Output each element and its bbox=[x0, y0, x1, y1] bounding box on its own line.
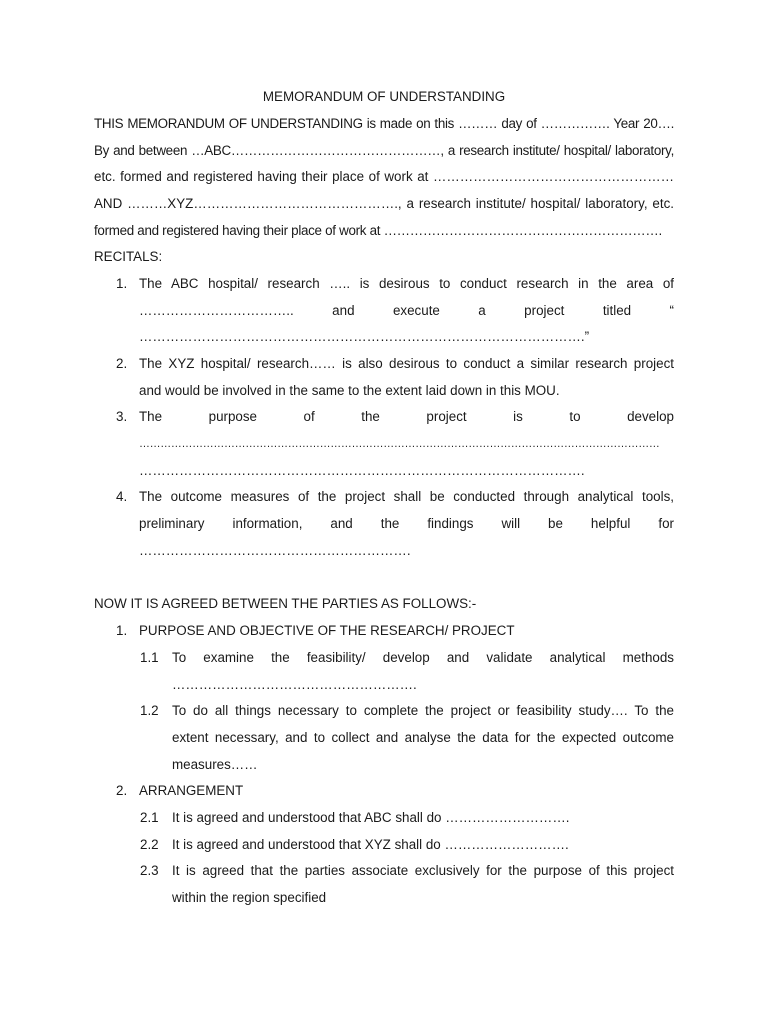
clause-line: within the region specified bbox=[172, 890, 327, 905]
recital-line: ……………………………………………………. bbox=[139, 543, 411, 558]
intro-line: formed and registered having their place of work at ………………………………………………………. bbox=[94, 223, 662, 238]
clause-line: It is agreed that the parties associate exclusively for the purpose of this project bbox=[172, 863, 674, 878]
clause-number: 1.2 bbox=[140, 703, 159, 718]
clause-line: It is agreed and understood that XYZ shall do ………………………. bbox=[172, 837, 569, 852]
clause-line: measures…… bbox=[172, 757, 258, 772]
recital-line: ………………………………………………………………………………………. bbox=[139, 463, 585, 478]
clause-number: 2.2 bbox=[140, 837, 159, 852]
intro-line: By and between …ABC…………………………………………, a research institute/ hospital/ laboratory, bbox=[94, 143, 674, 158]
clause-number: 1.1 bbox=[140, 650, 159, 665]
recital-number: 3. bbox=[116, 409, 128, 424]
clause-number: 2.1 bbox=[140, 810, 159, 825]
recital-line: …………………………….. and execute a project titled “ bbox=[139, 303, 674, 318]
recital-number: 2. bbox=[116, 356, 128, 371]
recital-number: 1. bbox=[116, 276, 128, 291]
recital-line: preliminary information, and the findings will be helpful for bbox=[139, 516, 674, 531]
intro-line: THIS MEMORANDUM OF UNDERSTANDING is made on this ……… day of ……………. Year 20…. bbox=[94, 116, 674, 131]
recital-line: The ABC hospital/ research ….. is desirous to conduct research in the area of bbox=[139, 276, 674, 291]
clause-line: To do all things necessary to complete the project or feasibility study…. To the bbox=[172, 703, 674, 718]
recital-line: The purpose of the project is to develop bbox=[139, 409, 674, 424]
section-number: 1. bbox=[116, 623, 128, 638]
document-title: MEMORANDUM OF UNDERSTANDING bbox=[262, 89, 506, 104]
recital-line: The XYZ hospital/ research…… is also desirous to conduct a similar research project bbox=[139, 356, 674, 371]
clause-line: extent necessary, and to collect and analyse the data for the expected outcome bbox=[172, 730, 674, 745]
recital-line: The outcome measures of the project shall be conducted through analytical tools, bbox=[139, 489, 674, 504]
agreement-heading: NOW IT IS AGREED BETWEEN THE PARTIES AS FOLLOWS:- bbox=[94, 596, 477, 611]
recital-line: ……………………………………………………………………………………….” bbox=[139, 329, 590, 344]
recital-number: 4. bbox=[116, 489, 128, 504]
section-title: PURPOSE AND OBJECTIVE OF THE RESEARCH/ PROJECT bbox=[139, 623, 515, 638]
recital-line: ………………………………………………………………………………………………………………………………… bbox=[139, 438, 660, 450]
section-number: 2. bbox=[116, 783, 128, 798]
section-title: ARRANGEMENT bbox=[139, 783, 244, 798]
clause-line: To examine the feasibility/ develop and validate analytical methods bbox=[172, 650, 674, 665]
clause-line: ………………………………………………. bbox=[172, 677, 417, 692]
clause-line: It is agreed and understood that ABC shall do ………………………. bbox=[172, 810, 570, 825]
intro-line: AND ………XYZ………………………………………., a research institute/ hospital/ laboratory, etc. bbox=[94, 196, 674, 211]
intro-line: etc. formed and registered having their place of work at ……………………………………………… bbox=[94, 169, 674, 184]
recitals-heading: RECITALS: bbox=[94, 249, 163, 264]
clause-number: 2.3 bbox=[140, 863, 159, 878]
recital-line: and would be involved in the same to the extent laid down in this MOU. bbox=[139, 383, 560, 398]
